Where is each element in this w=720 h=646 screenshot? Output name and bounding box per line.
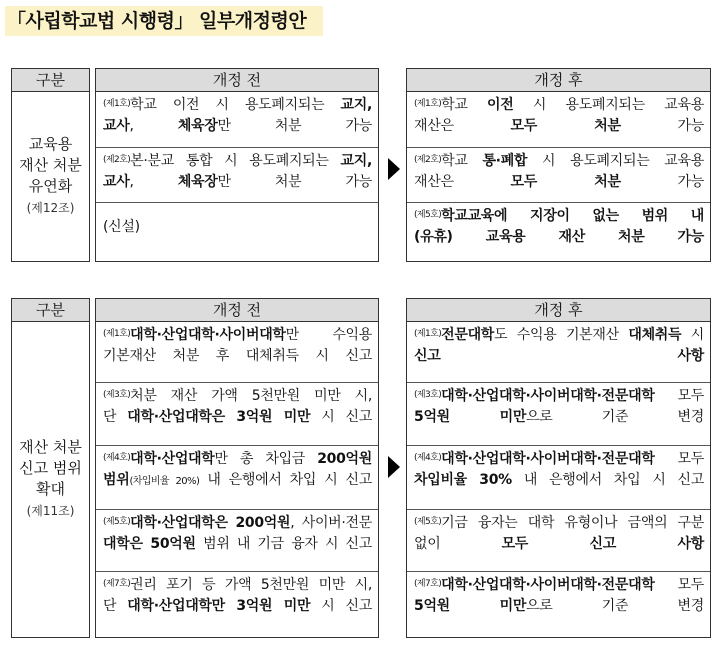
s2-after-4-t3: 모두 신고 사항 [501,536,704,552]
s2-before-2-t4: 시 신고 [310,409,373,425]
s1-before-2-no: (제2호) [103,155,131,165]
s1-after-2-t1: 학교 [441,153,483,169]
s2-after-item-1 [407,322,710,382]
s1-before-1-no: (제1호) [103,99,131,109]
s2-before-4-t4: 범위 내 기금 융자 시 신고 [195,536,372,552]
s2-before-4-no: (제5호) [103,517,131,527]
s1-before-item-2 [96,147,378,202]
s2-category-label [12,322,89,637]
s2-before-3-no: (제4호) [103,453,131,463]
s2-after-3-t1: 대학·산업대학·사이버대학·전문대학 [441,451,655,467]
s1-before-1-t3: 교사 [103,118,130,134]
s1-before-item-1 [96,92,378,147]
s1-after-1-t6: 가능 [620,118,704,134]
s2-after-1-t3: 대체취득 [628,327,682,343]
s2-before-2-t1: 처분 재산 가액 5천만원 미만 시, [130,388,372,404]
s1-before-column [95,68,379,262]
s2-after-1-no: (제1호) [414,329,442,339]
s1-before-1-t4: , [129,118,178,134]
s2-before-2-no: (제3호) [103,390,131,400]
s2-category-line-3: 확대 [36,480,65,498]
s1-before-2-t4: , [129,174,178,190]
s1-after-1-t5: 모두 처분 [510,118,621,134]
s1-after-1-t1: 학교 [441,97,488,113]
s2-after-5-t1: 대학·산업대학·사이버대학·전문대학 [441,577,655,593]
s2-category-line-1: 재산 처분 [19,438,82,456]
s2-after-4-no: (제5호) [414,517,442,527]
s2-before-5-t1: 권리 포기 등 가액 5천만원 미만 시, [130,577,372,593]
s2-law-ref: (제11조) [26,504,75,518]
s1-after-2-t4: 재산은 [414,174,511,190]
s2-before-5-t2: 단 [103,598,128,614]
s1-before-1-t5: 체육장 [177,118,218,134]
s2-after-item-5 [407,571,710,637]
s2-category-line-2: 신고 범위 [19,459,82,477]
s1-before-header: 개정 전 [96,69,378,92]
s2-before-item-2 [96,382,378,445]
s2-before-3-t6: 내 은행에서 차입 시 신고 [199,472,372,488]
s1-before-2-t6: 만 처분 가능 [217,174,372,190]
s2-after-5-t3: 5억원 미만 [414,598,527,614]
s2-after-3-t2: 모두 [654,451,704,467]
s1-category-header: 구분 [12,69,89,92]
s2-before-4-t2: , 사이버·전문 [290,515,372,531]
s1-before-1-t2: 교지, [340,97,372,113]
s1-category-label [12,92,89,261]
s1-category-line-1: 교육용 [28,135,73,153]
s1-before-2-t2: 교지, [340,153,372,169]
s2-after-2-t4: 으로 기준 변경 [526,409,704,425]
s1-before-1-t6: 만 처분 가능 [217,118,372,134]
s2-before-5-no: (제7호) [103,579,131,589]
s2-category-header: 구분 [12,299,89,322]
s1-before-2-t5: 체육장 [177,174,218,190]
s1-law-ref: (제12조) [26,201,75,215]
s1-after-item-1 [407,92,710,147]
s2-before-2-t2: 단 [103,409,128,425]
s1-after-column [406,68,711,262]
s2-after-1-t1: 전문대학 [441,327,495,343]
s2-before-item-1 [96,322,378,382]
s2-after-1-t2: 도 수익용 기본재산 [494,327,629,343]
s1-after-1-no: (제1호) [414,99,442,109]
s2-before-1-t1: 대학·산업대학·사이버대학 [130,327,286,343]
s1-after-header: 개정 후 [407,69,710,92]
s2-after-3-t4: 내 은행에서 차입 시 신고 [511,472,704,488]
s2-before-1-no: (제1호) [103,329,131,339]
s1-after-item-2 [407,147,710,202]
s1-arrow-icon [388,158,400,180]
s1-category-column [11,68,90,262]
s2-after-2-t1: 대학·산업대학·사이버대학·전문대학 [441,388,655,404]
s2-after-column [406,298,711,638]
s2-before-1-t2: 만 수익용 [285,327,372,343]
s2-after-3-no: (제4호) [414,453,442,463]
s2-before-3-t3: 200억원 [317,451,372,467]
s2-after-2-t2: 모두 [654,388,704,404]
s1-after-2-no: (제2호) [414,155,442,165]
s2-before-5-t3: 대학·산업대학만 3억원 미만 [127,598,311,614]
s2-arrow-icon [388,456,400,478]
s2-before-1-t3: 기본재산 처분 후 대체취득 시 신고 [103,348,372,364]
s2-before-3-t1: 대학·산업대학 [130,451,215,467]
s2-before-item-3 [96,445,378,509]
s1-after-1-t4: 재산은 [414,118,511,134]
s2-before-column [95,298,379,638]
s2-before-5-t4: 시 신고 [310,598,373,614]
s1-before-item-3 [96,202,378,261]
s1-after-item-3 [407,202,710,261]
s2-after-header: 개정 후 [407,299,710,322]
s2-after-4-t1: 기금 융자는 대학 유형이나 금액의 구분 [441,515,704,531]
s1-after-3-t1: 학교교육에 지장이 없는 범위 내 [441,208,704,224]
s2-after-item-3 [407,445,710,509]
s1-after-3-no: (제5호) [414,210,442,220]
s2-before-3-t4: 범위 [103,472,130,488]
s2-after-5-no: (제7호) [414,579,442,589]
s1-after-2-t5: 모두 처분 [510,174,621,190]
s2-before-4-t1: 대학·산업대학은 200억원 [130,515,291,531]
s1-before-2-t3: 교사 [103,174,130,190]
s2-after-5-t2: 모두 [654,577,704,593]
s1-after-1-t2: 이전 [487,97,514,113]
s1-before-3-text: (신설) [103,219,140,235]
s1-after-2-t3: 시 용도폐지되는 교육용 [527,153,704,169]
s1-category-line-2: 재산 처분 [19,156,82,174]
s2-after-2-no: (제3호) [414,390,442,400]
s1-category-line-3: 유연화 [28,177,73,195]
s2-before-3-t2: 만 총 차입금 [214,451,318,467]
s2-after-1-t5: 신고 사항 [414,348,704,364]
s2-before-3-t5: (차입비율 20%) [129,476,200,487]
s1-after-3-t2: (유휴) 교육용 재산 처분 가능 [414,229,704,245]
s1-before-1-t1: 학교 이전 시 용도폐지되는 [130,97,341,113]
s2-after-1-t4: 시 [681,327,704,343]
s2-after-4-t2: 없이 [414,536,502,552]
s2-after-item-4 [407,509,710,571]
s2-before-item-5 [96,571,378,637]
page-title: 「사립학교법 시행령」 일부개정령안 [5,6,323,36]
s2-after-5-t4: 으로 기준 변경 [526,598,704,614]
s2-before-2-t3: 대학·산업대학은 3억원 미만 [127,409,311,425]
s2-before-4-t3: 대학은 50억원 [103,536,196,552]
s2-category-column [11,298,90,638]
s2-before-item-4 [96,509,378,571]
s1-after-1-t3: 시 용도폐지되는 교육용 [513,97,704,113]
s1-before-2-t1: 본·분교 통합 시 용도폐지되는 [130,153,341,169]
s2-after-2-t3: 5억원 미만 [414,409,527,425]
s1-after-2-t6: 가능 [620,174,704,190]
s1-after-2-t2: 통·폐합 [482,153,528,169]
s2-before-header: 개정 전 [96,299,378,322]
s2-after-item-2 [407,382,710,445]
s2-after-3-t3: 차입비율 30% [414,472,512,488]
